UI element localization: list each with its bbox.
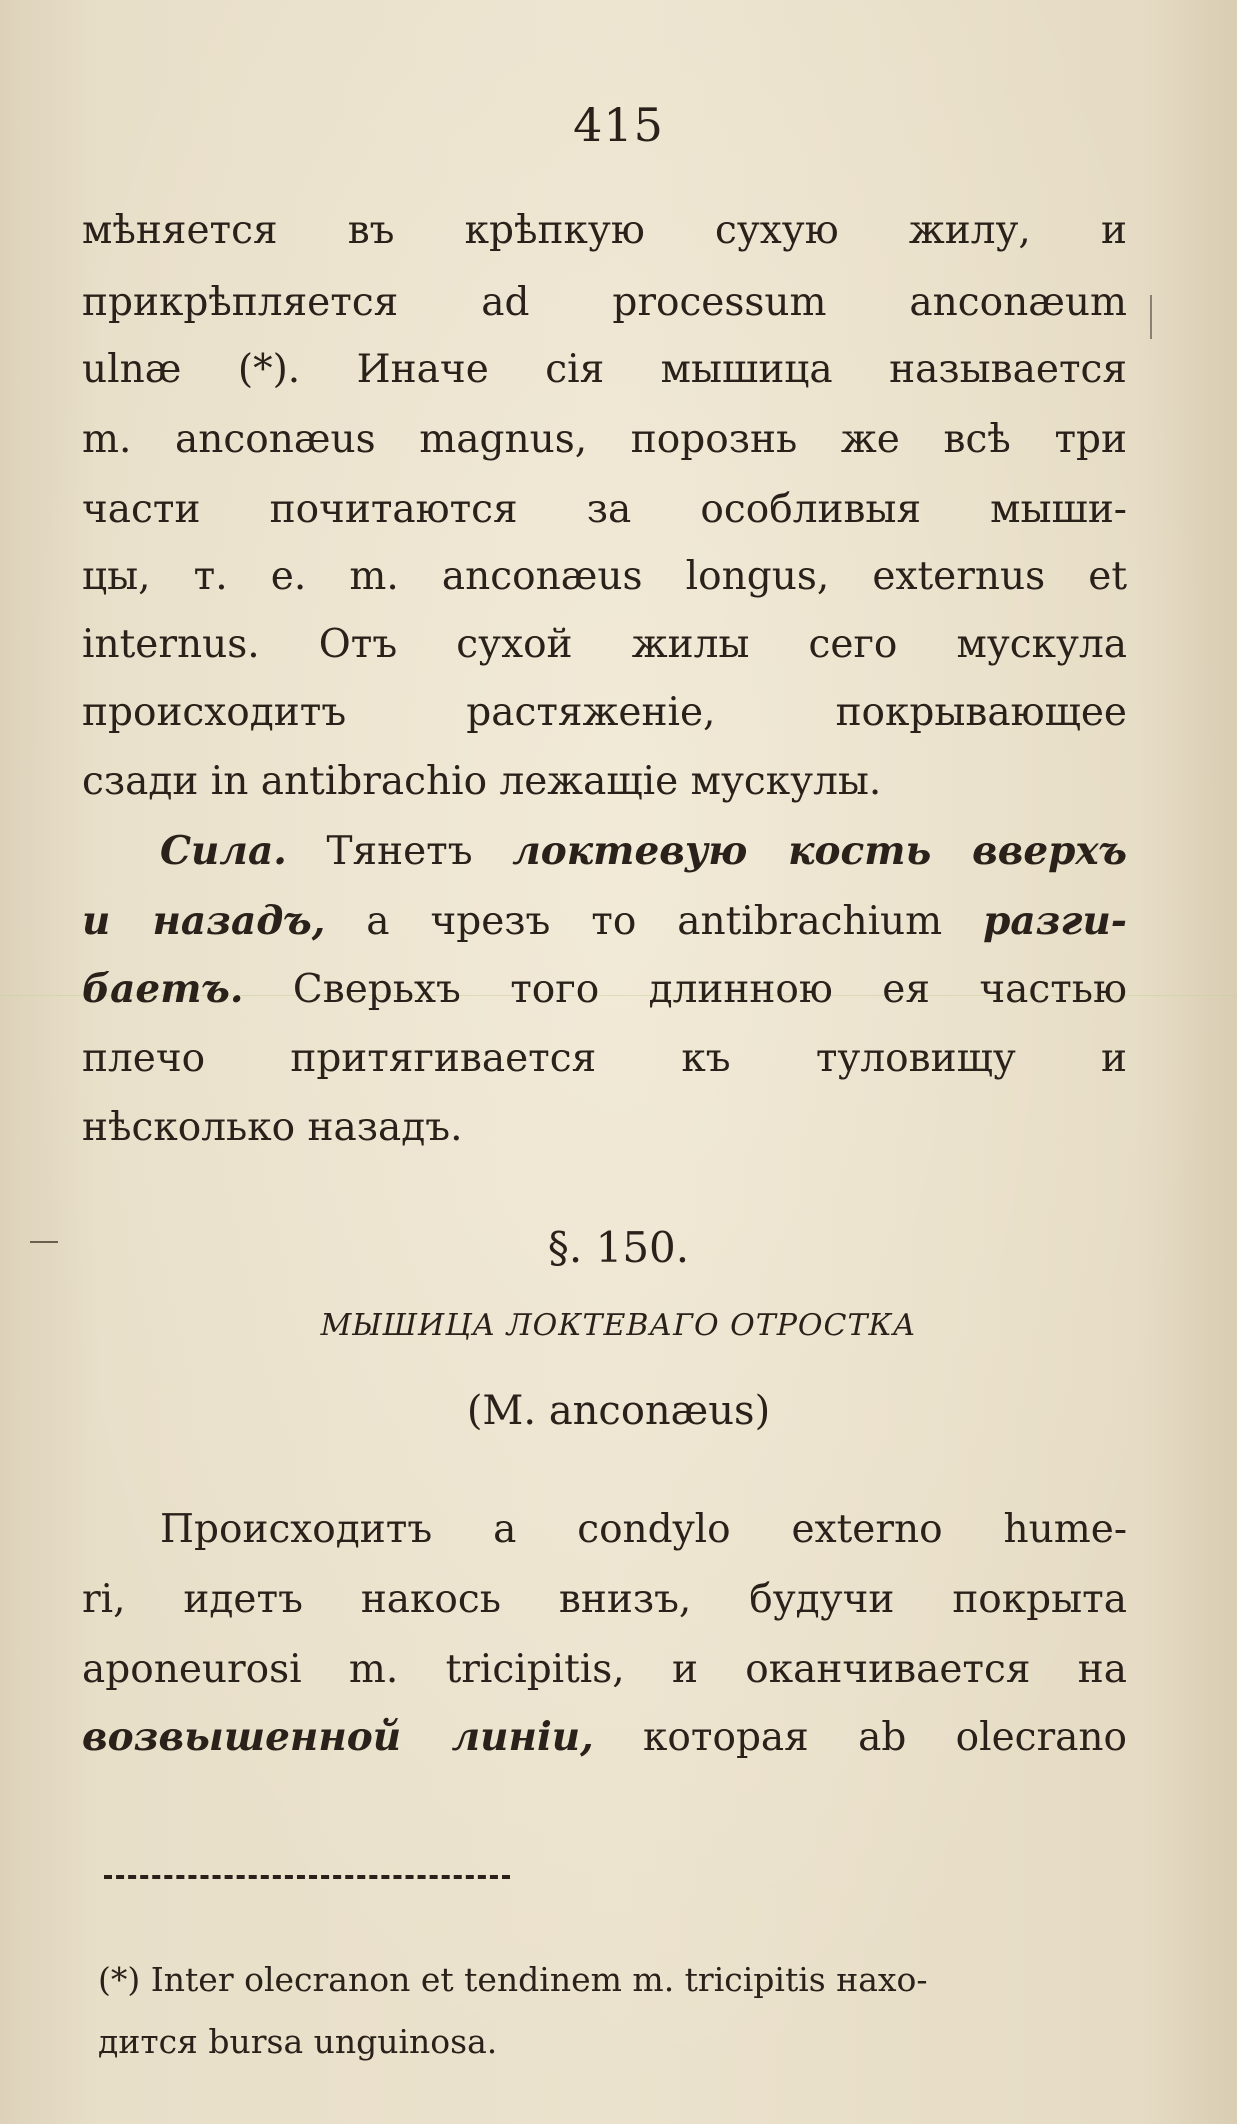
footnote-line-2: дится bursa unguinosa. — [98, 2022, 498, 2061]
page-number: 415 — [573, 98, 664, 152]
force-line-1 — [82, 828, 1128, 874]
body-line-7: internus. Отъ сухой жилы сего мускула — [82, 622, 1127, 667]
force-italic: разги- — [983, 898, 1127, 944]
section-number: §. 150. — [547, 1223, 690, 1272]
section-latin-name: (M. anconæus) — [466, 1388, 771, 1434]
force-line-3 — [82, 966, 1127, 1012]
body-line-9: сзади in antibrachio лежащіе мускулы. — [82, 759, 882, 804]
body-line-2: прикрѣпляется ad processum anconæum — [82, 280, 1127, 325]
section-line-1: Происходитъ a condylo externo hume- — [160, 1507, 1127, 1552]
body-line-3: ulnæ (*). Иначе сія мышица называется — [82, 347, 1127, 392]
section-line-3: aponeurosi m. tricipitis, и оканчивается на — [82, 1647, 1127, 1692]
force-line-4: плечо притягивается къ туловищу и — [82, 1036, 1127, 1081]
footnote-line-1: (*) Inter olecranon et tendinem m. tricipitis нахо- — [98, 1960, 928, 1999]
body-line-6: цы, т. е. m. anconæus longus, externus et — [82, 554, 1127, 599]
force-text: Тянетъ — [326, 829, 473, 874]
body-line-5: части почитаются за особливыя мыши- — [82, 487, 1127, 532]
margin-mark — [1150, 295, 1152, 339]
force-line-5: нѣсколько назадъ. — [82, 1105, 463, 1150]
force-text: Сверьхъ того длинною ея частью — [292, 967, 1127, 1012]
section-line-4 — [82, 1714, 1128, 1760]
force-line-2 — [82, 898, 1127, 944]
force-italic: баетъ. — [82, 966, 244, 1012]
section-line-2: ri, идетъ накось внизъ, будучи покрыта — [82, 1577, 1127, 1622]
section-title: МЫШИЦА ЛОКТЕВАГО ОТРОСТКА — [320, 1308, 917, 1343]
body-line-4: m. anconæus magnus, порознь же всѣ три — [82, 417, 1127, 462]
force-italic: локтевую кость вверхъ — [512, 828, 1128, 874]
section-text: которая ab olecrano — [643, 1715, 1128, 1760]
footnote-separator — [104, 1875, 510, 1879]
force-text: а чрезъ то antibrachium — [366, 899, 943, 944]
force-italic: и назадъ, — [82, 898, 326, 944]
section-italic: возвышенной линіи, — [82, 1714, 594, 1760]
body-line-8: происходитъ растяженіе, покрывающее — [82, 690, 1127, 735]
body-line-1: мѣняется въ крѣпкую сухую жилу, и — [82, 208, 1127, 253]
force-label: Сила. — [160, 828, 287, 874]
